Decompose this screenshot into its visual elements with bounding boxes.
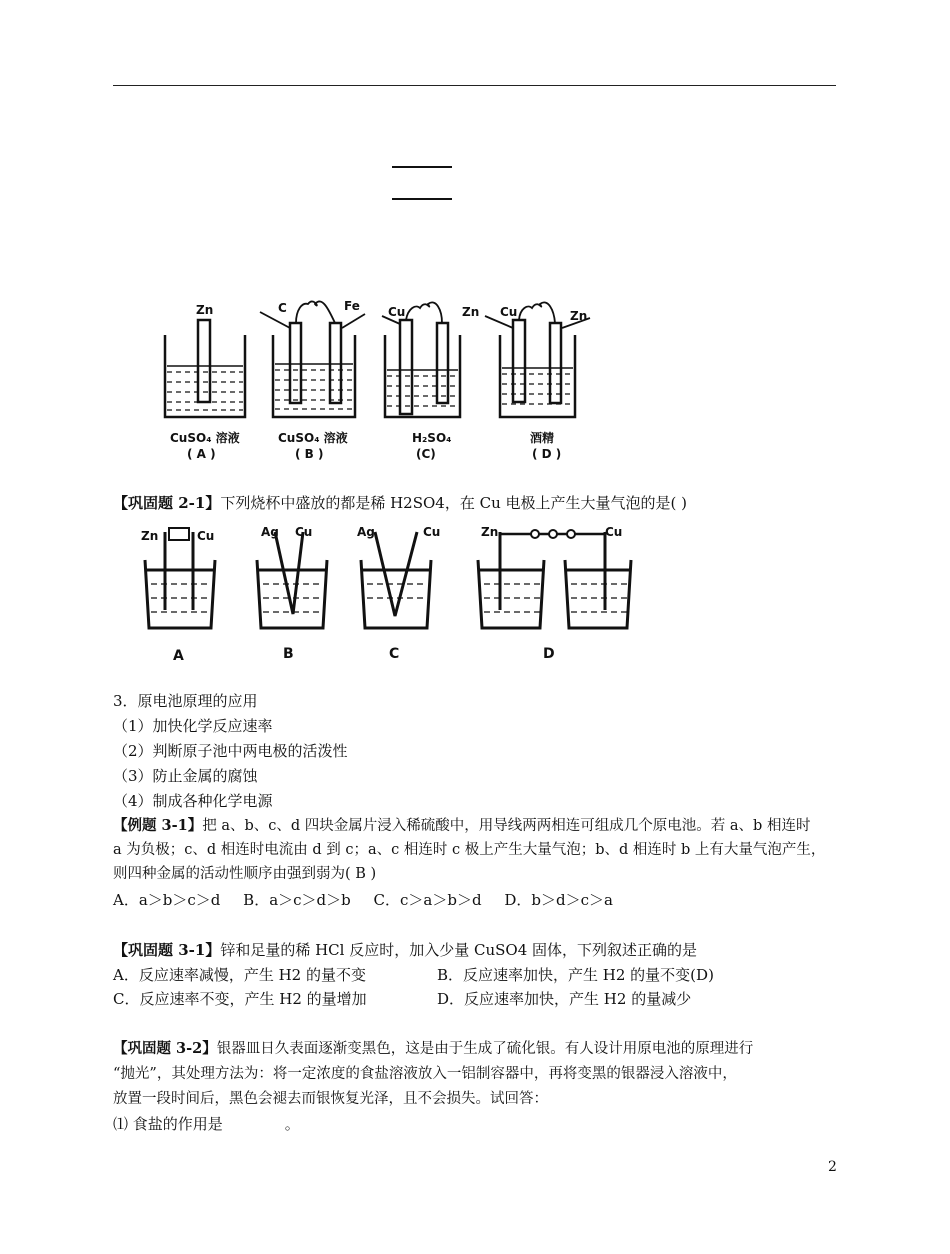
beaker-d xyxy=(500,335,575,417)
q3-2-sub1 xyxy=(113,1114,300,1134)
option-a: A．a＞b＞c＞d xyxy=(113,891,221,909)
q3-1-option-c: C．反应速率不变，产生 H2 的量增加 xyxy=(113,990,367,1008)
label-ag: Ag xyxy=(357,525,375,539)
label-zn: Zn xyxy=(141,529,159,543)
solution-c: H₂SO₄ xyxy=(412,431,452,445)
label-zn: Zn xyxy=(196,303,214,317)
solution-d: 酒精 xyxy=(530,431,555,445)
q3-2-line1 xyxy=(113,1039,753,1059)
solution-b: CuSO₄ 溶液 xyxy=(278,431,348,445)
letter-a: ( A ) xyxy=(187,447,216,461)
section-3-item: （2）判断原子池中两电极的活泼性 xyxy=(113,742,348,760)
example-3-1-tag: 【例题 3-1】 xyxy=(113,817,203,834)
section-3-item: （3）防止金属的腐蚀 xyxy=(113,767,258,785)
q2-1-tag: 【巩固题 2-1】 xyxy=(113,494,221,512)
q2-1 xyxy=(113,493,687,513)
q3-2-line3: 放置一段时间后，黑色会褪去而银恢复光泽，且不会损失。试回答： xyxy=(113,1091,548,1107)
label-cu: Cu xyxy=(500,305,518,319)
label-cu: Cu xyxy=(295,525,313,539)
letter-b: B xyxy=(283,646,294,662)
letter-b: ( B ) xyxy=(295,447,324,461)
letter-a: A xyxy=(173,648,184,664)
q3-1-tag: 【巩固题 3-1】 xyxy=(113,941,221,959)
letter-d: ( D ) xyxy=(532,447,562,461)
q3-1-option-a: A．反应速率减慢，产生 H2 的量不变 xyxy=(113,966,366,984)
label-cu: Cu xyxy=(388,305,406,319)
section-3-title: 3．原电池原理的应用 xyxy=(113,692,258,710)
label-zn: Zn xyxy=(462,305,480,319)
label-cu: Cu xyxy=(197,529,215,543)
beaker-b xyxy=(273,335,355,417)
q2-1-text: 下列烧杯中盛放的都是稀 H2SO4，在 Cu 电极上产生大量气泡的是( ) xyxy=(220,494,687,512)
letter-d: D xyxy=(543,646,555,662)
page-number: 2 xyxy=(828,1159,837,1175)
example-3-1-line1 xyxy=(113,816,810,836)
example-3-1-options xyxy=(113,890,613,910)
electrode-zn xyxy=(198,320,210,402)
section-3-item: （4）制成各种化学电源 xyxy=(113,792,273,810)
label-fe: Fe xyxy=(344,299,360,313)
letter-c: (C) xyxy=(416,447,436,461)
q3-1-option-b: B．反应速率加快，产生 H2 的量不变(D) xyxy=(437,966,714,984)
example-3-1-line2: a 为负极；c、d 相连时电流由 d 到 c；a、c 相连时 c 极上产生大量气泡；b、d 相连时 b 上有大量气泡产生， xyxy=(113,842,826,858)
q3-2-line2: “抛光”，其处理方法为：将一定浓度的食盐溶液放入一铝制容器中，再将变黑的银器浸入溶液中， xyxy=(113,1066,737,1082)
q3-1-text: 锌和足量的稀 HCl 反应时，加入少量 CuSO4 固体，下列叙述正确的是 xyxy=(220,941,698,959)
section-3-item: （1）加快化学反应速率 xyxy=(113,717,273,735)
option-c: C．c＞a＞b＞d xyxy=(373,891,482,909)
q3-1-option-d: D．反应速率加快，产生 H2 的量减少 xyxy=(437,990,692,1008)
q3-2-tag: 【巩固题 3-2】 xyxy=(113,1040,217,1057)
label-cu: Cu xyxy=(423,525,441,539)
blank-line xyxy=(392,198,452,200)
figure-beakers-2 xyxy=(135,518,635,668)
label-zn: Zn xyxy=(481,525,499,539)
solution-a: CuSO₄ 溶液 xyxy=(170,431,240,445)
label-zn: Zn xyxy=(570,309,588,323)
example-3-1-text: 把 a、b、c、d 四块金属片浸入稀硫酸中，用导线两两相连可组成几个原电池。若 a、b 相连时 xyxy=(202,818,811,834)
letter-c: C xyxy=(389,646,400,662)
figure-beakers-1 xyxy=(150,290,610,470)
option-b: B．a＞c＞d＞b xyxy=(243,891,351,909)
blank-line xyxy=(392,166,452,168)
q3-1 xyxy=(113,940,697,960)
label-ag: Ag xyxy=(261,525,279,539)
option-d: D．b＞d＞c＞a xyxy=(504,891,613,909)
q3-2-sub1-end: 。 xyxy=(284,1115,300,1133)
q3-2-text: 银器皿日久表面逐渐变黑色，这是由于生成了硫化银。有人设计用原电池的原理进行 xyxy=(216,1041,754,1057)
example-3-1-line3: 则四种金属的活动性顺序由强到弱为( B ) xyxy=(113,866,377,882)
q3-2-sub1-text: ⑴ 食盐的作用是 xyxy=(113,1115,223,1133)
header-rule xyxy=(113,85,836,86)
label-cu: Cu xyxy=(605,525,623,539)
label-c: C xyxy=(278,301,287,315)
